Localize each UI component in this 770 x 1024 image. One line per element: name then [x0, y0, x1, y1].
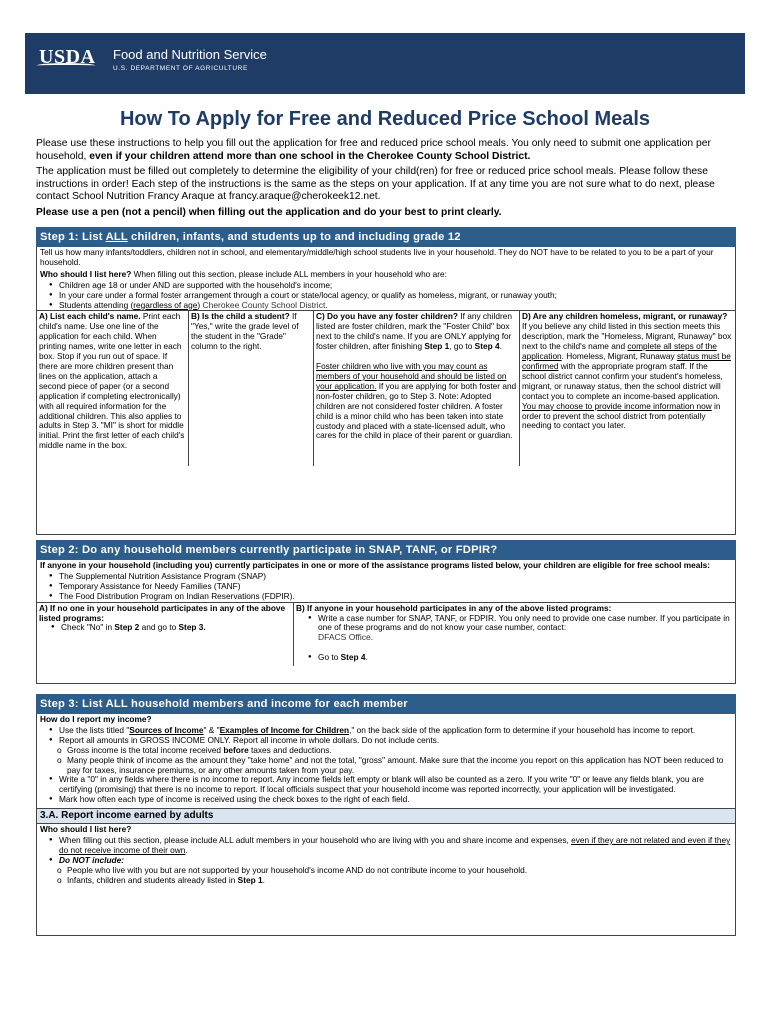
col-d-body1: If you believe any child listed in this section meets this description, mark the "Homeless, Migrant, Runaway" box next to the child's name and — [522, 321, 732, 352]
col-c-s1: Step 1 — [424, 341, 450, 352]
s3-b1u1: Sources of Income — [129, 724, 204, 735]
col-a-a: Check "No" in — [61, 622, 115, 633]
step3-sublist — [37, 746, 735, 776]
col-d-body2: . Homeless, Migrant, Runaway — [561, 351, 677, 362]
step2-columns — [37, 602, 735, 666]
col-b-b2b: . — [365, 652, 368, 663]
col-c-u1: Foster children who live with you may count as members of your household and should be listed on your application. — [316, 361, 507, 391]
col-d-u1: complete all steps of the application — [522, 341, 717, 362]
step1-box — [36, 247, 736, 535]
step3-header: Step 3: List ALL household members and income for each member — [36, 694, 736, 714]
list-item — [49, 301, 735, 311]
usda-banner — [25, 33, 745, 94]
b3b: ) — [197, 299, 203, 310]
step1-head-a: Step 1: List — [40, 231, 106, 243]
s3-w1a: When filling out this section, please include ALL adult members in your household who are living with you and share income and expenses, — [59, 834, 572, 845]
list-item: ● Temporary Assistance for Needy Families (TANF) — [49, 582, 735, 592]
col-d-body3: with the appropriate program staff. If the school district cannot confirm your student's homeless, migrant, or runaway status, then the school district will contact you to complete an income-based application. — [522, 360, 723, 401]
step2-box — [36, 560, 736, 684]
s3-wo2c: . — [262, 874, 265, 885]
service-name: Food and Nutrition Service — [113, 47, 267, 62]
col-c-body2: , go to — [449, 341, 475, 352]
list-item — [49, 836, 735, 856]
dfacs-fill: DFACS Office. — [318, 632, 374, 643]
step2-col-b-list — [296, 614, 733, 664]
step1-list — [37, 281, 735, 311]
list-item: ● Write a "0" in any fields where there is no income to report. Any income fields left empty or blank will also be counted as a zero. If you write "0" or leave any fields blank, you are certifying (promising) that there is no income to report. If local officials suspect that your household income was reported incorrectly, your application will be investigated. — [49, 775, 735, 795]
col-c-body1: If any children listed are foster children, mark the "Foster Child" box next to the child's name. If you are ONLY applying for foster children, after finishing — [316, 311, 512, 352]
s3-o1a: Gross income is the total income received — [67, 744, 224, 755]
intro-p1-text: Please use these instructions to help you fill out the application for free and reduced price school meals. You only need to submit one application per household, — [36, 138, 711, 162]
usda-logo: USDA — [39, 46, 96, 68]
step1-col-b — [189, 311, 314, 466]
step2-header: Step 2: Do any household members currently participate in SNAP, TANF, or FDPIR? — [36, 540, 736, 560]
step2-intro: If anyone in your household (including you) currently participates in one or more of the assistance programs listed below, your children are eligible for free school meals: — [40, 560, 711, 570]
department-name: U.S. DEPARTMENT OF AGRICULTURE — [113, 65, 248, 72]
step1-col-d — [520, 311, 735, 466]
list-item: ● In your care under a formal foster arrangement through a court or state/local agency, or qualify as homeless, migrant, or runaway youth; — [49, 291, 735, 301]
page-title: How To Apply for Free and Reduced Price School Meals — [119, 108, 651, 130]
col-d-u2: status must be confirmed — [522, 351, 731, 371]
intro-paragraph-1 — [36, 138, 736, 163]
b3u: regardless of age — [133, 299, 198, 310]
col-c-para2 — [316, 362, 517, 441]
s3-b1u2: Examples of Income for Children — [219, 724, 350, 735]
usda-swoosh-icon — [37, 63, 95, 68]
list-item — [57, 876, 735, 886]
s3-w1b: . — [185, 844, 188, 855]
col-a-s2: Step 2 — [114, 622, 140, 633]
step2-programs — [37, 572, 735, 602]
b3a: Students attending ( — [59, 299, 134, 310]
intro-p1-bold: even if your children attend more than one school in the Cherokee County School District. — [89, 150, 531, 162]
list-item: ● Do NOT include: — [49, 856, 735, 866]
col-d-u3: You may choose to provide income information now — [522, 400, 712, 411]
step3a-sublist — [37, 866, 735, 886]
s3-wo2a: Infants, children and students already listed in — [67, 874, 238, 885]
step2-col-b — [294, 603, 735, 666]
step3-list-2 — [37, 775, 735, 805]
list-item — [51, 623, 291, 633]
list-item: ● The Food Distribution Program on Indian Reservations (FDPIR). — [49, 592, 735, 602]
intro-paragraph-2 — [36, 166, 736, 204]
col-d-body4: in order to prevent the school district from potentially needing to contact you later. — [522, 400, 721, 431]
col-c-s4: Step 4 — [474, 341, 500, 352]
list-item — [308, 614, 733, 644]
list-item — [308, 653, 733, 663]
step3a-who: Who should I list here? — [40, 824, 132, 835]
step1-col-c: C) Do you have any foster children? If any children listed are foster children, mark the "Foster Child" box next to the child's name. If you are ONLY applying for foster children, after finishing Step 1, go to Step 4. Foster children who live with you may count as members of your household and should be listed on your application. If you are applying for both foster and non-foster children, go to Step 3. Note: Adopted children are not considered foster children. A foster child is a minor child who has been taken into state custody and placed with a state-licensed adult, who cares for the child in place of their parent or guardian. — [314, 311, 520, 466]
list-item: o People who live with you but are not supported by your household's income AND do not contribute income to your household. — [57, 866, 735, 876]
col-b-head: B) Is the child a student? — [191, 311, 290, 322]
col-c-head: C) Do you have any foster children? — [316, 311, 458, 322]
step1-tell: Tell us how many infants/toddlers, children not in school, and elementary/middle/high school students live in your household. They do NOT have to be related to you to be a part of your household. — [40, 247, 714, 267]
step1-who — [37, 269, 735, 281]
list-item: o Many people think of income as the amount they "take home" and not the total, "gross" amount. Make sure that the income you report on this application has NOT been reduced to pay for taxes, insurance premiums, or any other amounts taken from your pay. — [57, 756, 735, 776]
col-a-b: and go to — [139, 622, 179, 633]
col-d-head: D) Are any children homeless, migrant, or runaway? — [522, 311, 728, 322]
col-a-body: Print each child's name. Use one line of the application for each child. When printing names, write one letter in each box. Stop if you run out of space. If there are more children present than lines on the application, attach a second piece of paper (or a second application if completing electronically) with all required information for the additional children. This also applies to adults in Step 3. "MI" is short for middle initial. Print the first letter of each child's middle name in the box. — [39, 311, 185, 451]
col-b-b2a: Go to — [318, 652, 341, 663]
col-b-b1: Write a case number for SNAP, TANF, or FDPIR. You only need to provide one case number. If you participate in one of these programs and do not know your case number, contact: — [318, 612, 730, 633]
step1-head-all: ALL — [105, 231, 128, 243]
intro-p2-text: The application must be filled out completely to determine the eligibility of your child(ren) for free or reduced price school meals. Please follow these instructions in order! Each step of the instructions is the same as the steps on your application. If at any time you are not sure what to do next, please contact — [36, 166, 715, 202]
s3-o1c: taxes and deductions. — [248, 744, 332, 755]
col-a-head: A) List each child's name. — [39, 311, 141, 322]
step2-col-a — [37, 603, 294, 666]
step3-how: How do I report my income? — [40, 714, 152, 724]
step3a-list — [37, 836, 735, 866]
step2-col-a-head: A) If no one in your household participates in any of the above listed programs: — [39, 602, 286, 623]
district-fill: Cherokee County School District. — [202, 299, 328, 310]
list-item: ● The Supplemental Nutrition Assistance Program (SNAP) — [49, 572, 735, 582]
step1-who-q: Who should I list here? — [40, 268, 132, 279]
s3-b1a: Use the lists titled " — [59, 724, 130, 735]
intro-paragraph-3: Please use a pen (not a pencil) when filling out the application and do your best to print clearly. — [36, 207, 502, 218]
intro-contact: School Nutrition Francy Araque at francy.araque@cherokeek12.net. — [72, 191, 381, 202]
col-b-body: If "Yes," write the grade level of the student in the "Grade" column to the right. — [191, 311, 299, 352]
step1-header — [36, 227, 736, 247]
list-item: ● Mark how often each type of income is received using the check boxes to the right of each field. — [49, 795, 735, 805]
step3-box — [36, 714, 736, 936]
step1-who-rest: When filling out this section, please include ALL members in your household who are: — [131, 268, 447, 279]
s3-w1u: even if they are not related and even if they do not receive income of their own — [59, 834, 731, 855]
step2-col-a-list — [39, 623, 291, 633]
list-item: ● Report all amounts in GROSS INCOME ONLY. Report all income in whole dollars. Do not include cents. — [49, 736, 735, 746]
step1-columns — [37, 310, 735, 466]
s3-o1b: before — [223, 744, 249, 755]
step1-head-b: children, infants, and students up to and including grade 12 — [127, 231, 461, 243]
step3a-subheader: 3.A. Report income earned by adults — [37, 808, 735, 824]
step2-col-b-head: B) If anyone in your household participates in any of the above listed programs: — [296, 602, 612, 613]
s3-b1b: ," on the back side of the application form to determine if your household has income to report. — [349, 724, 696, 735]
col-a-s3: Step 3. — [178, 622, 206, 633]
list-item: ● Children age 18 or under AND are supported with the household's income; — [49, 281, 735, 291]
col-c-body3: If you are applying for both foster and non-foster children, go to Step 3. Note: Adopted children are not considered foster children. A foster child is a minor child who has been taken into state custody and placed with a state-licensed adult, who cares for the child in place of their parent or guardian. — [316, 380, 517, 441]
step1-col-a — [37, 311, 189, 466]
s3-wo2b: Step 1 — [237, 874, 263, 885]
step3-list — [37, 726, 735, 746]
col-b-b2s: Step 4 — [340, 652, 366, 663]
s3-b1m: " & " — [203, 724, 220, 735]
